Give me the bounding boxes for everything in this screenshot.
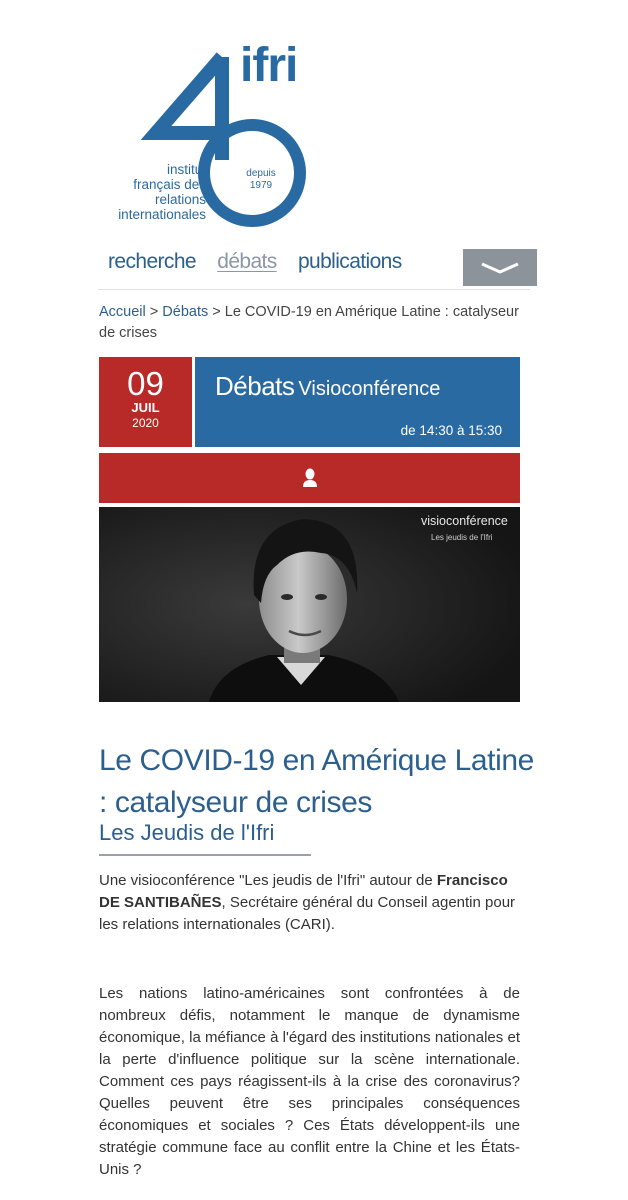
speaker-name: Francisco DE SANTIBAÑES [99, 872, 508, 911]
subtitle-underline [99, 854, 311, 856]
event-time: de 14:30 à 15:30 [400, 423, 502, 438]
logo-tagline-line: français des [133, 177, 206, 192]
event-type [215, 371, 440, 402]
event-type-label: Débats [215, 371, 295, 401]
breadcrumb-separator: > [212, 304, 221, 320]
event-day: 09 [127, 365, 164, 402]
menu-toggle-button[interactable] [463, 249, 537, 286]
person-icon [302, 468, 318, 488]
breadcrumb [99, 302, 519, 344]
photo-caption-title: visioconférence [421, 514, 508, 528]
body-paragraph: Les nations latino-américaines sont confrontées à de nombreux défis, notamment le manque de dynamisme économique, la méfiance à l'égard des institutions nationales et la perte d'influence politique sur la scène internationale. Comment ces pays réagissent-ils à la crise des coronavirus? Quelles peuvent être ses principales conséquences économiques et sociales ? Ces États développent-ils une stratégie commune face au conflit entre la Chine et les États-Unis ? [99, 985, 520, 1178]
page-title: Le COVID-19 en Amérique Latine : catalyseur de crises [99, 744, 534, 819]
photo-caption-subtitle: Les jeudis de l'Ifri [431, 533, 493, 542]
event-date-badge [99, 357, 192, 447]
logo-tagline-line: relations [154, 192, 206, 207]
intro-paragraph [99, 870, 524, 936]
speaker-photo [99, 507, 520, 702]
logo-tagline-line: internationales [118, 207, 206, 222]
breadcrumb-section-link[interactable]: Débats [162, 304, 209, 320]
nav-item-recherche[interactable]: recherche [108, 250, 196, 273]
logo-since-label: depuis [246, 168, 276, 179]
breadcrumb-current: Le COVID-19 en Amérique Latine : catalyseur de crises [99, 304, 519, 341]
breadcrumb-separator: > [149, 304, 159, 320]
intro-text: Une visioconférence "Les jeudis de l'Ifri" autour de [99, 872, 437, 889]
nav-item-publications[interactable]: publications [297, 250, 402, 273]
breadcrumb-home-link[interactable]: Accueil [99, 304, 146, 320]
main-nav [108, 250, 418, 274]
page-subtitle: Les Jeudis de l'Ifri [99, 820, 275, 845]
logo-tagline-line: institut [166, 162, 206, 177]
nav-divider [98, 289, 530, 290]
logo-wordmark[interactable]: ifri [240, 39, 298, 92]
logo-since [234, 168, 288, 192]
speaker-bar[interactable] [99, 453, 520, 503]
event-month: JUIL [131, 400, 160, 415]
logo-since-year: 1979 [249, 180, 273, 191]
logo-tagline [118, 162, 206, 222]
chevron-down-icon [480, 261, 520, 275]
event-type-panel [195, 357, 520, 447]
nav-item-debats[interactable]: débats [217, 250, 277, 273]
event-year: 2020 [132, 416, 159, 430]
event-format: Visioconférence [298, 378, 441, 400]
intro-text-end: , Secrétaire général du Conseil agentin pour les relations internationales (CARI). [99, 894, 516, 933]
